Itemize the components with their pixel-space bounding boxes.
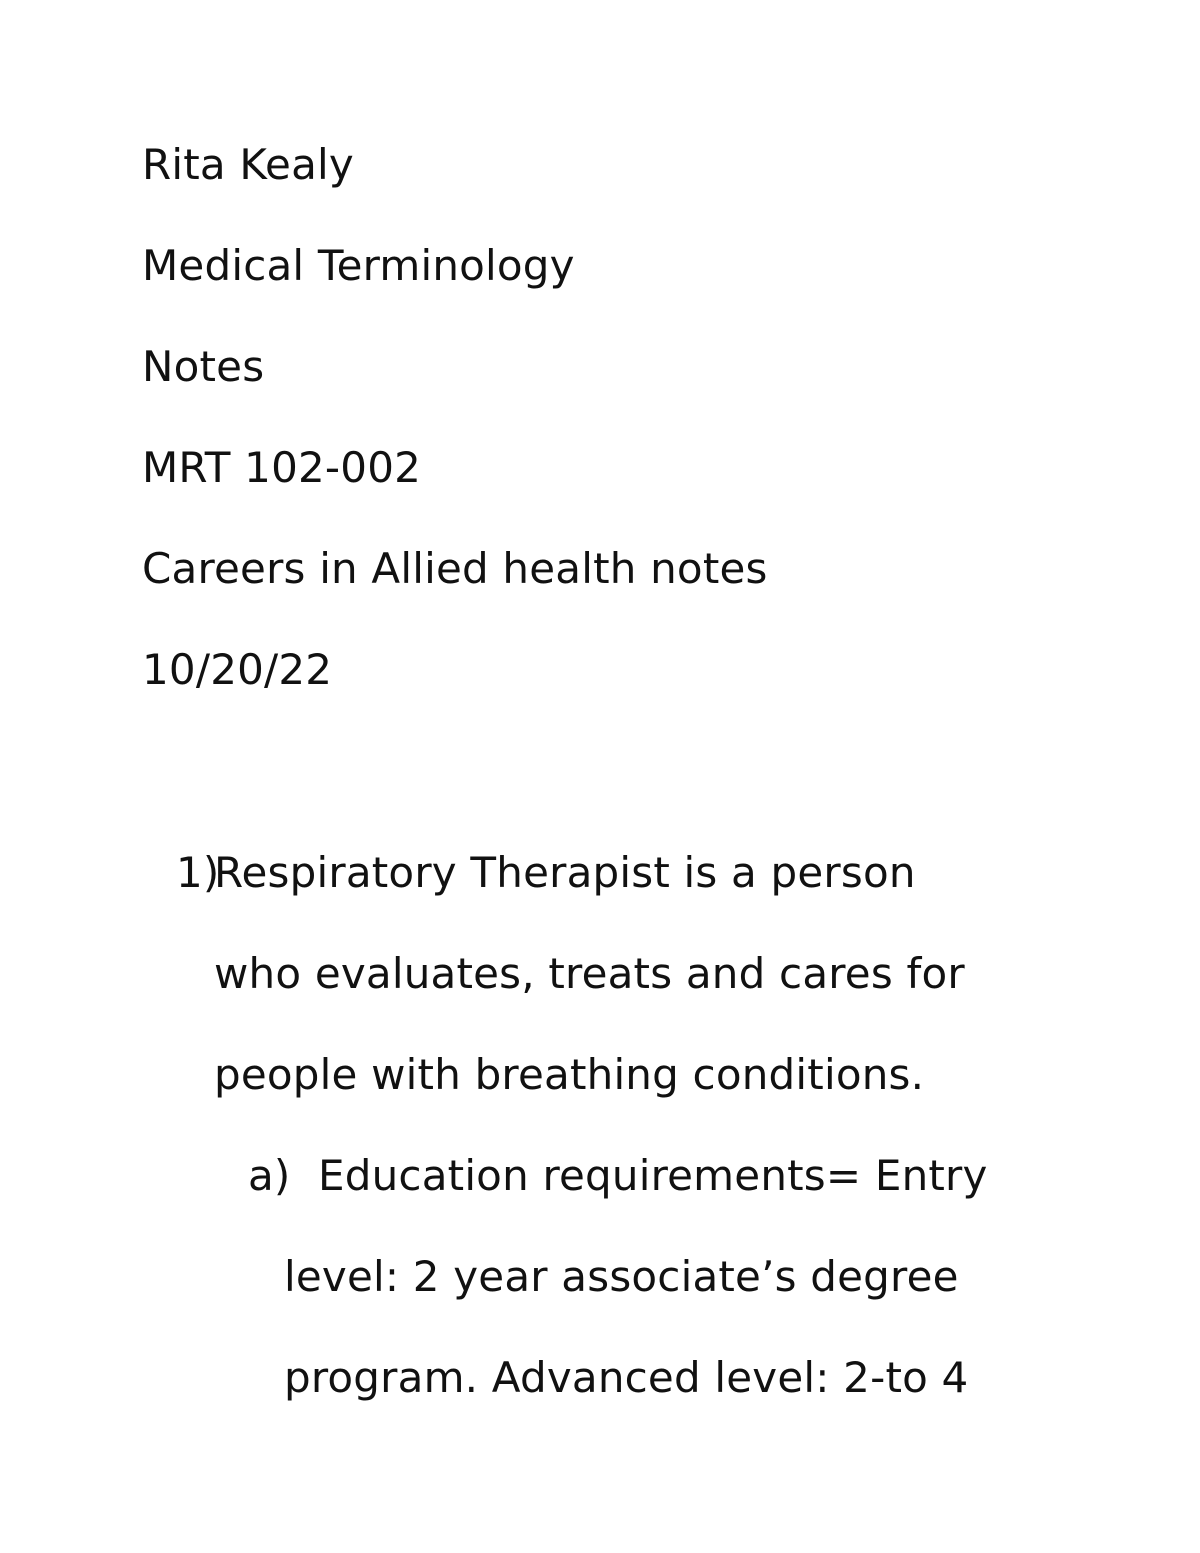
sub-list-item-line: program. Advanced level: 2-to 4 bbox=[284, 1353, 969, 1402]
sub-list-item-marker: a) bbox=[248, 1151, 291, 1200]
document-type: Notes bbox=[142, 342, 265, 391]
list-item-marker: 1) bbox=[176, 848, 220, 897]
course-name: Medical Terminology bbox=[142, 241, 575, 290]
list-item-line: who evaluates, treats and cares for bbox=[214, 949, 965, 998]
document-date: 10/20/22 bbox=[142, 645, 333, 694]
list-item-line: Respiratory Therapist is a person bbox=[214, 848, 916, 897]
course-code: MRT 102-002 bbox=[142, 443, 422, 492]
topic-title: Careers in Allied health notes bbox=[142, 544, 768, 593]
sub-list-item-line: Education requirements= Entry bbox=[318, 1151, 988, 1200]
list-item-line: people with breathing conditions. bbox=[214, 1050, 925, 1099]
student-name: Rita Kealy bbox=[142, 140, 354, 189]
sub-list-item-line: level: 2 year associate’s degree bbox=[284, 1252, 959, 1301]
